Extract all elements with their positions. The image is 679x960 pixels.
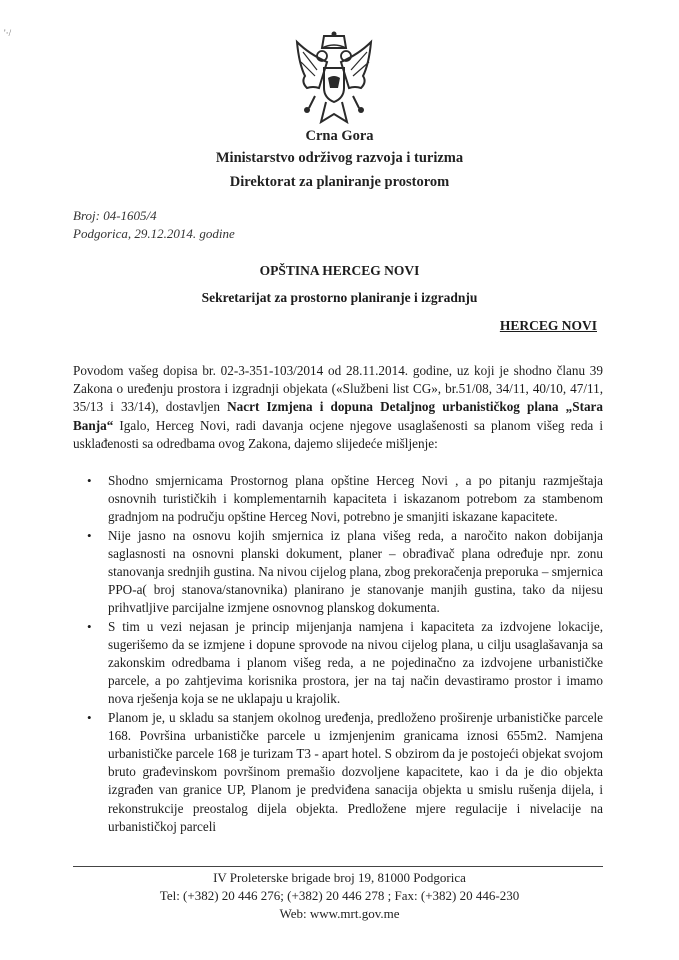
list-item-text: Nije jasno na osnovu kojih smjernica iz plana višeg reda, a naročito nakon dobijanja saglasnosti na osnovni planski dokument, planer – obrađivač plana određuje npr. zonu stanovanja srednjih gustina. Na nivou cijelog plana, zbog prekoračenja preporuka – smjernica PPO-a( broj stanova/stanovnika) planirano je stanovanje manjih gustina, tako da nijesu prihvatljive parcijalne izmjene osnovnog planskog dokumenta. [108, 527, 603, 616]
bullet-icon: • [87, 473, 92, 488]
montenegro-coat-of-arms [291, 30, 377, 132]
bullet-icon: • [87, 709, 92, 725]
list-item-text: Shodno smjernicama Prostornog plana opštine Herceg Novi , a po pitanju razmještaja osnovnih turističkih i komplementarnih kapaciteta i iskazanom potrebom za stambenom gradnjom na području opštine Herceg Novi, potrebno je smanjiti iskazane kapacitete. [108, 473, 603, 525]
intro-text-1: Povodom vašeg dopisa br. 02-3-351-103/2014 od 28.11.2014. godine, uz koji je shodno članu 39 Zakona o uređenju prostora i izgradnji objekata («Službeni list CG», br.51/08, 34/11, 40/10, 47/11, 35/13 i 33/14), dostavljen [73, 363, 603, 415]
intro-text-2: Igalo, Herceg Novi, radi davanja ocjene njegove usaglašenosti sa planom višeg reda i usklađenosti sa odredbama ovog Zakona, dajemo slijedeće mišljenje: [73, 417, 603, 451]
bullet-icon: • [87, 527, 92, 543]
bullet-icon: • [87, 618, 92, 634]
footer-address: IV Proleterske brigade broj 19, 81000 Podgorica [213, 870, 466, 885]
intro-draft-title: Nacrt Izmjena i dopuna Detaljnog urbanističkog plana „Stara Banja“ [73, 399, 604, 433]
footer-web: Web: www.mrt.gov.me [279, 906, 400, 921]
reference-place-date: Podgorica, 29.12.2014. godine [73, 226, 235, 241]
intro-paragraph [73, 362, 603, 453]
recipient-secretariat: Sekretarijat za prostorno planiranje i izgradnju [201, 290, 478, 305]
directorate-name: Direktorat za planiranje prostorom [229, 174, 450, 190]
footer-divider [73, 866, 603, 867]
recipient-city: HERCEG NOVI [499, 318, 597, 333]
opinion-list [73, 472, 603, 836]
list-item-text: S tim u vezi nejasan je princip mijenjanja namjena i kapaciteta za izdvojene lokacije, sugerišemo da se izmjene i dopune sprovode na nivou cijelog plana, u cilju usaglašavanja sa zakonskim odredbama i planom višeg reda, a ne pojedinačno za izdvojene urbanističke parcele, a po zahtjevima korisnika prostora, jer na taj način devastiramo prostor i imamo nova rješenja koja se ne uklapaju u krajolik. [108, 618, 603, 707]
list-item-text: Planom je, u skladu sa stanjem okolnog uređenja, predloženo proširenje urbanističke parcele 168. Površina urbanističke parcele u izmjenjenim granicama iznosi 655m2. Namjena urbanističke parcele 168 je turizam T3 - apart hotel. S obzirom da je postojeći objekat svojom bruto građevinskom površinom premašio dozvoljene kapacitete, kao i da je dio objekta izgrađen van granice UP, Planom je predviđena sanacija objekta u smislu rušenja dijela, i rekonstrukcije preostalog dijela objekta. Predložene mjere regulacije i nivelacije na urbanističkoj parceli [108, 709, 603, 834]
footer-contacts: Tel: (+382) 20 446 276; (+382) 20 446 278 ; Fax: (+382) 20 446-230 [159, 888, 520, 903]
country-name: Crna Gora [305, 128, 374, 144]
ministry-name: Ministarstvo održivog razvoja i turizma [215, 150, 464, 166]
list-item [73, 618, 603, 709]
corner-mark: '·/ [4, 28, 12, 38]
list-item [73, 527, 603, 618]
reference-number: Broj: 04-1605/4 [73, 208, 157, 223]
list-item [73, 472, 603, 527]
recipient-municipality: OPŠTINA HERCEG NOVI [259, 263, 420, 278]
list-item [73, 709, 603, 836]
